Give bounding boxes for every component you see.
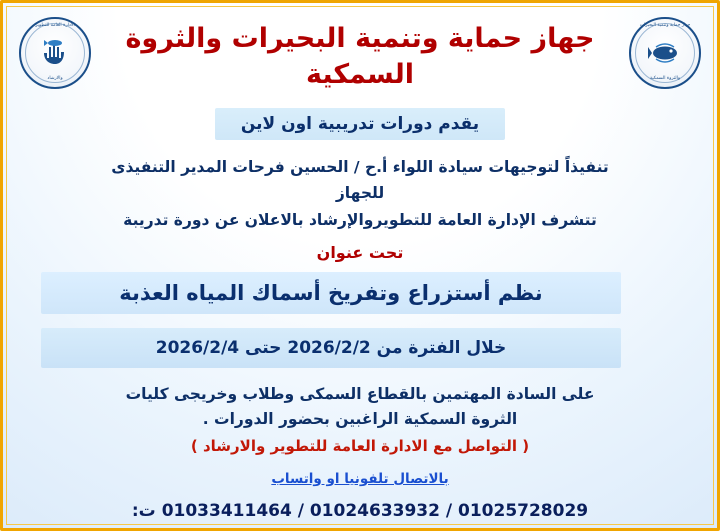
contact-note: ( التواصل مع الادارة العامة للتطوير والارشاد ) [190,437,530,456]
page-title: جهاز حماية وتنمية البحيرات والثروة السمكية [125,23,595,91]
phone-numbers[interactable]: 01033411464 / 01024633932 / 01025728029 [161,501,589,522]
whatsapp-note: بالاتصال تلفونيا او واتساب [271,471,449,488]
subtitle-text: يقدم دورات تدريبية اون لاين [240,113,480,134]
phone-label: ت: [131,501,156,522]
subtitle-band [215,108,505,140]
under-title-label: تحت عنوان [316,242,404,262]
phone-line[interactable] [99,501,621,521]
audience-paragraph [99,382,621,433]
audience-line-2: الثروة السمكية الراغبين بحضور الدورات . [202,410,518,429]
logo-left-bottom-text: والارشاد [47,76,63,82]
intro-line-2: تتشرف الإدارة العامة للتطويروالإرشاد بالاعلان عن دورة تدريبة [123,210,597,229]
period-band [41,328,621,368]
intro-paragraph [99,154,621,233]
course-title-band [41,272,621,314]
logo-left-top-text: الادارة العامة للتطوير [35,23,75,28]
intro-line-1: تنفيذاً لتوجيهات سيادة اللواء أ.ح / الحسين فرحات المدير التنفيذى للجهاز [111,157,609,203]
poster-content [3,3,717,521]
period-text: خلال الفترة من 2026/2/2 حتى 2026/2/4 [155,337,507,358]
logo-right-top-text: جهاز حماية وتنمية البحيرات [639,23,691,28]
course-title: نظم أستزراع وتفريخ أسماك المياه العذبة [119,280,543,305]
audience-line-1: على السادة المهتمين بالقطاع السمكى وطلاب وخريجى كليات [125,384,595,403]
logo-right-bottom-text: والثروة السمكية [649,76,681,82]
